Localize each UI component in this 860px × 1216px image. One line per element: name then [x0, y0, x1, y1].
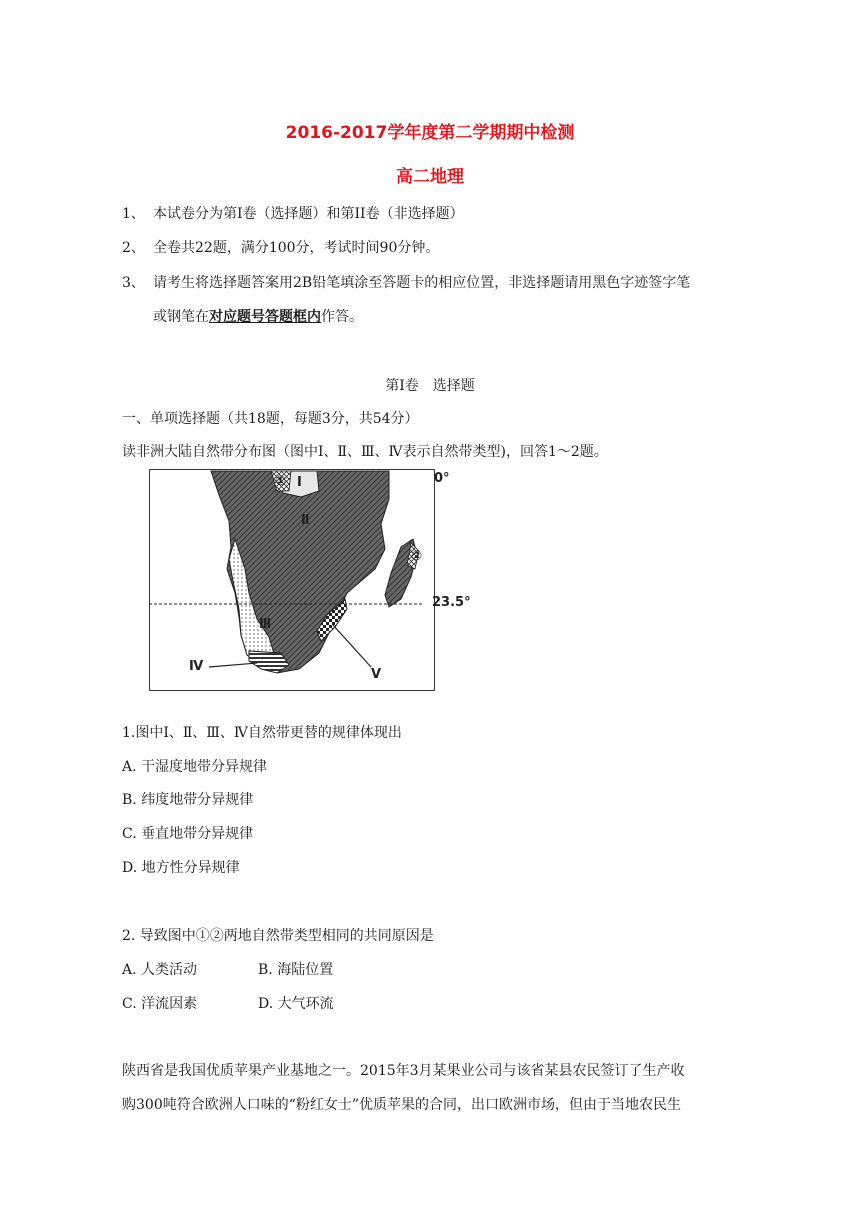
- instruction-3-text: 请考生将选择题答案用2B铅笔填涂至答题卡的相应位置，非选择题请用黑色字迹签字笔: [153, 275, 691, 291]
- question-1-option-b: B. 纬度地带分异规律: [122, 792, 254, 808]
- passage-line-2: 购300吨符合欧洲人口味的“粉红女士”优质苹果的合同，出口欧洲市场，但由于当地农民生: [122, 1097, 682, 1113]
- instruction-2-text: 全卷共22题，满分100分，考试时间90分钟。: [153, 240, 440, 256]
- question-2-stem: 2. 导致图中①②两地自然带类型相同的共同原因是: [122, 928, 434, 944]
- zone-v-label: Ⅴ: [371, 667, 382, 682]
- question-2-option-d: D. 大气环流: [258, 996, 334, 1012]
- instruction-3-number: 3、: [122, 275, 145, 291]
- equator-label: 0°: [434, 471, 450, 486]
- zone-ii-label: Ⅱ: [301, 513, 310, 528]
- question-2-option-a: A. 人类活动: [122, 962, 198, 978]
- map-intro: 读非洲大陆自然带分布图（图中Ⅰ、Ⅱ、Ⅲ、Ⅳ表示自然带类型)，回答1～2题。: [122, 444, 608, 460]
- africa-natural-zone-map: [149, 469, 471, 691]
- question-1-option-d: D. 地方性分异规律: [122, 860, 240, 876]
- instruction-3-continuation: [153, 306, 363, 326]
- question-1-option-a: A. 干湿度地带分异规律: [122, 759, 268, 775]
- exam-title: 2016-2017学年度第二学期期中检测: [285, 123, 575, 143]
- instruction-3-cont-before: 或钢笔在: [153, 309, 209, 325]
- question-2-option-b: B. 海陆位置: [258, 962, 334, 978]
- instruction-1-text: 本试卷分为第I卷（选择题）和第II卷（非选择题）: [153, 206, 464, 222]
- question-1-stem: 1.图中Ⅰ、Ⅱ、Ⅲ、Ⅳ自然带更替的规律体现出: [122, 725, 402, 741]
- exam-subject: 高二地理: [396, 167, 464, 187]
- question-1-option-c: C. 垂直地带分异规律: [122, 826, 254, 842]
- passage-line-1: 陕西省是我国优质苹果产业基地之一。2015年3月某果业公司与该省某县农民签订了生产收: [122, 1063, 685, 1079]
- tropic-label: 23.5°: [432, 595, 471, 610]
- zone-i-label: Ⅰ: [297, 475, 302, 490]
- mark-2-label: ②: [411, 549, 423, 564]
- instruction-3-emphasis: 对应题号答题框内: [209, 309, 321, 325]
- question-2-option-c: C. 洋流因素: [122, 996, 198, 1012]
- zone-iv-label: Ⅳ: [189, 659, 204, 674]
- instruction-2-number: 2、: [122, 240, 145, 256]
- map-graphic: [149, 469, 435, 691]
- instruction-3-cont-after: 作答。: [321, 309, 363, 325]
- section-title: 第I卷 选择题: [385, 378, 475, 394]
- zone-iii-label: Ⅲ: [259, 617, 272, 632]
- part-heading: 一、单项选择题（共18题，每题3分，共54分）: [122, 411, 419, 427]
- instruction-1-number: 1、: [122, 206, 145, 222]
- mark-1-label: ①: [275, 474, 287, 489]
